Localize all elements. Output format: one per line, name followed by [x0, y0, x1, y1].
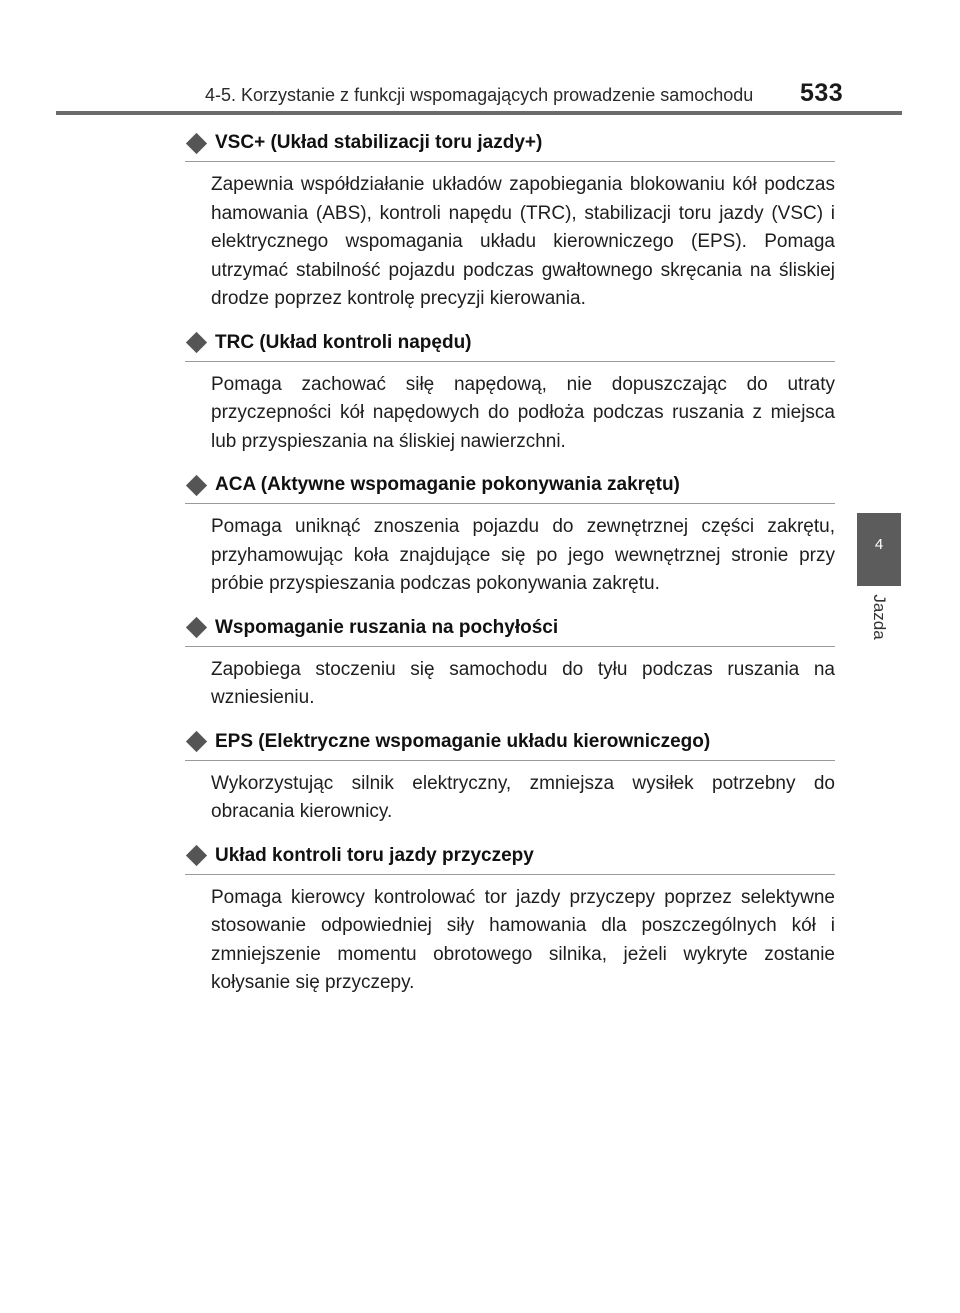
diamond-bullet-icon	[186, 474, 207, 495]
section-heading	[185, 130, 835, 156]
section-eps	[185, 729, 835, 827]
section-vsc-plus	[185, 130, 835, 314]
section-heading	[185, 615, 835, 641]
page-number: 533	[800, 79, 844, 107]
section-title: Wspomaganie ruszania na pochyłości	[215, 616, 559, 638]
section-title: TRC (Układ kontroli napędu)	[215, 331, 472, 353]
section-title: EPS (Elektryczne wspomaganie układu kierowniczego)	[215, 730, 711, 752]
chapter-tab-number: 4	[874, 536, 884, 553]
section-heading	[185, 843, 835, 869]
chapter-tab-label: Jazda	[870, 594, 889, 640]
section-body: Wykorzystując silnik elektryczny, zmniejsza wysiłek potrzebny do obracania kierownicy.	[211, 772, 835, 822]
page-header	[0, 0, 960, 115]
section-heading	[185, 729, 835, 755]
diamond-bullet-icon	[186, 132, 207, 153]
section-divider	[185, 760, 835, 761]
section-heading	[185, 330, 835, 356]
section-title: ACA (Aktywne wspomaganie pokonywania zakrętu)	[215, 474, 680, 495]
section-divider	[185, 161, 835, 162]
section-divider	[185, 874, 835, 875]
section-aca	[185, 472, 835, 599]
section-hill-start-assist	[185, 615, 835, 713]
header-rule	[56, 111, 902, 115]
section-body: Pomaga uniknąć znoszenia pojazdu do zewnętrznej części zakrętu, przyhamowując koła znajdujące się po jego wewnętrznej stronie przy próbie przyspieszania podczas pokonywania zakrętu.	[211, 516, 835, 594]
diamond-bullet-icon	[186, 332, 207, 353]
chapter-title: 4-5. Korzystanie z funkcji wspomagających prowadzenie samochodu	[205, 85, 754, 105]
section-trailer-sway-control	[185, 843, 835, 998]
chapter-tab	[857, 513, 901, 586]
section-body: Pomaga kierowcy kontrolować tor jazdy przyczepy poprzez selektywne stosowanie odpowiedniej siły hamowania dla poszczególnych kół i zmniejszenie momentu obrotowego silnika, jeżeli wykryte zostanie kołysanie się przyczepy.	[211, 886, 835, 993]
section-title: VSC+ (Układ stabilizacji toru jazdy+)	[215, 132, 543, 153]
diamond-bullet-icon	[186, 617, 207, 638]
section-title: Układ kontroli toru jazdy przyczepy	[215, 844, 534, 866]
diamond-bullet-icon	[186, 845, 207, 866]
section-body: Pomaga zachować siłę napędową, nie dopuszczając do utraty przyczepności kół napędowych do podłoża podczas ruszania z miejsca lub przyspieszania na śliskiej nawierzchni.	[211, 373, 835, 452]
section-body: Zapobiega stoczeniu się samochodu do tyłu podczas ruszania na wzniesieniu.	[211, 658, 835, 708]
section-divider	[185, 503, 835, 504]
section-divider	[185, 361, 835, 362]
section-divider	[185, 646, 835, 647]
section-body: Zapewnia współdziałanie układów zapobiegania blokowaniu kół podczas hamowania (ABS), kontroli napędu (TRC), stabilizacji toru jazdy (VSC) i elektrycznego wspomagania układu kierowniczego (EPS). Pomaga utrzymać stabilność pojazdu podczas gwałtownego skręcania na śliskiej drodze poprzez kontrolę precyzji kierowania.	[211, 174, 835, 309]
section-trc	[185, 330, 835, 457]
page-content	[185, 130, 835, 998]
section-heading	[185, 472, 835, 498]
diamond-bullet-icon	[186, 731, 207, 752]
